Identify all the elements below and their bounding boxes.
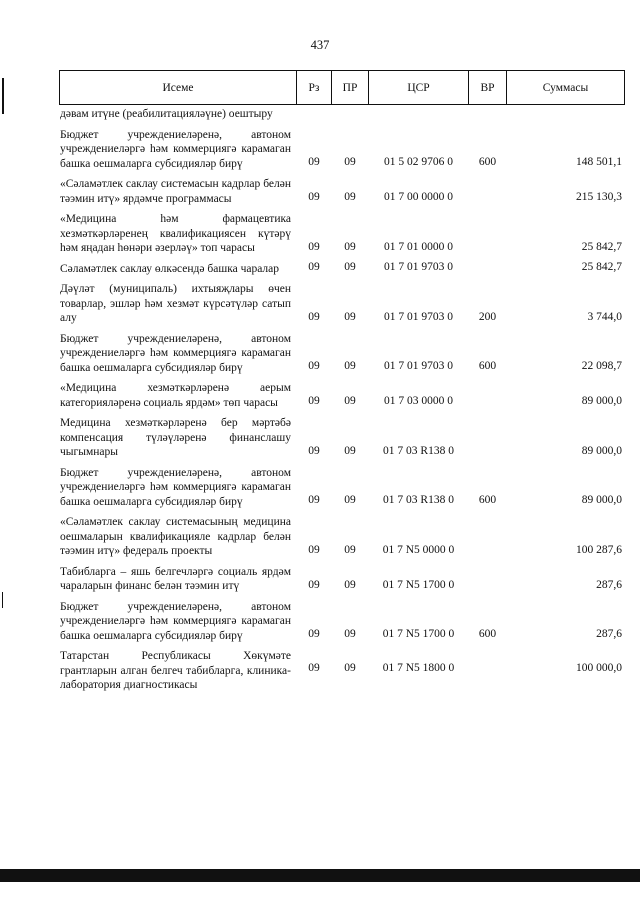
row-vr: 600 (478, 494, 497, 506)
row-pr: 09 (344, 261, 356, 273)
table-row (60, 460, 625, 510)
row-csr: 01 7 N5 0000 0 (382, 543, 455, 556)
budget-table (59, 70, 625, 693)
table-row (60, 206, 625, 256)
row-vr: 600 (478, 628, 497, 640)
row-pr (332, 105, 369, 122)
column-header-csr: ЦСР (369, 71, 469, 105)
row-name: Медицина хезмәткәрләренә бер мәртәбә компенсация түләүләренә финанслашу чыгымнары (60, 417, 291, 458)
row-pr: 09 (344, 360, 356, 372)
row-vr: 200 (478, 310, 497, 323)
table-header-row (60, 71, 625, 105)
table-row (60, 276, 625, 326)
row-name: Бюджет учреждениеләренә, автоном учреждениеләргә һәм коммерциягә карамаган башка оешмаларга субсидияләр бирү (60, 600, 291, 642)
row-sum: 287,6 (596, 578, 622, 591)
row-name: Татарстан Республикасы Хөкүмәте грантларын алган белгеч табибларга, клиника-лаборатория диагностикасы (60, 650, 291, 691)
row-csr: 01 7 N5 1700 0 (382, 628, 455, 640)
row-rz: 09 (308, 240, 320, 253)
row-name: Сәламәтлек саклау өлкәсендә башка чаралар (60, 262, 280, 275)
row-sum (507, 105, 625, 122)
row-sum: 25 842,7 (581, 261, 622, 273)
column-header-sum: Суммасы (507, 71, 625, 105)
row-name: дәвам итүне (реабилитацияләүне) оештыру (60, 108, 273, 120)
row-sum: 22 098,7 (581, 360, 622, 372)
row-pr: 09 (344, 494, 356, 506)
table-row (60, 375, 625, 410)
table-row (60, 256, 625, 277)
column-header-pr: ПР (332, 71, 369, 105)
row-pr: 09 (344, 191, 356, 203)
row-rz: 09 (308, 628, 320, 640)
row-rz: 09 (308, 191, 320, 203)
row-vr: 600 (478, 360, 497, 372)
row-rz: 09 (308, 444, 320, 457)
table-row (60, 171, 625, 206)
row-rz: 09 (308, 543, 320, 556)
row-rz: 09 (308, 310, 320, 323)
row-name: Бюджет учреждениеләренә, автоном учреждениеләргә һәм коммерциягә карамаган башка оешмаларга субсидияләр бирү (60, 128, 291, 170)
row-csr: 01 5 02 9706 0 (384, 156, 453, 168)
table-row (60, 326, 625, 376)
table-row (60, 643, 625, 693)
row-pr: 09 (344, 543, 356, 556)
row-name: «Сәламәтлек саклау системасының медицина оешмаларын квалификацияле кадрлар белән тәэмин итү» федераль проекты (60, 516, 291, 557)
row-csr: 01 7 03 0000 0 (384, 395, 453, 407)
row-rz: 09 (308, 360, 320, 372)
row-csr: 01 7 01 0000 0 (384, 240, 453, 253)
row-rz: 09 (308, 395, 320, 407)
table-row (60, 509, 625, 559)
table-row (60, 559, 625, 594)
row-rz: 09 (308, 261, 320, 273)
row-csr: 01 7 01 9703 0 (384, 310, 453, 323)
row-pr: 09 (344, 240, 356, 253)
row-sum: 89 000,0 (581, 395, 622, 407)
row-csr: 01 7 01 9703 0 (384, 360, 453, 372)
row-sum: 100 000,0 (576, 661, 622, 674)
row-sum: 3 744,0 (587, 310, 622, 323)
row-vr: 600 (478, 156, 497, 168)
row-name: «Медицина хезмәткәрләренә аерым категорияләренә социаль ярдәм» төп чарасы (60, 382, 291, 409)
row-csr: 01 7 N5 1800 0 (382, 661, 455, 674)
row-vr (469, 643, 507, 693)
table-row (60, 410, 625, 460)
row-rz: 09 (308, 578, 320, 591)
row-sum: 89 000,0 (581, 494, 622, 506)
row-sum: 25 842,7 (581, 240, 622, 253)
column-header-name: Исеме (60, 71, 297, 105)
row-rz (297, 105, 332, 122)
row-rz: 09 (308, 494, 320, 506)
row-pr: 09 (344, 444, 356, 457)
row-name: «Сәламәтлек саклау системасын кадрлар белән тәэмин итү» ярдәмче программасы (60, 178, 291, 205)
row-vr (469, 105, 507, 122)
column-header-vr: ВР (469, 71, 507, 105)
scan-margin-mark (2, 592, 3, 608)
row-csr: 01 7 03 R138 0 (383, 444, 454, 457)
scan-bottom-bar (0, 869, 640, 882)
row-sum: 148 501,1 (576, 156, 622, 168)
row-rz: 09 (308, 156, 320, 168)
row-pr: 09 (344, 578, 356, 591)
row-sum: 215 130,3 (576, 191, 622, 203)
row-pr: 09 (344, 628, 356, 640)
row-pr: 09 (344, 395, 356, 407)
scan-margin-mark (2, 78, 4, 114)
row-rz: 09 (308, 661, 320, 674)
row-name: Бюджет учреждениеләренә, автоном учреждениеләргә һәм коммерциягә карамаган башка оешмаларга субсидияләр бирү (60, 332, 291, 374)
row-sum: 100 287,6 (576, 543, 622, 556)
row-csr: 01 7 N5 1700 0 (382, 578, 455, 591)
row-name: Табибларга – яшь белгечләргә социаль ярдәм чараларын финанс белән тәэмин итү (60, 565, 291, 592)
row-name: Бюджет учреждениеләренә, автоном учреждениеләргә һәм коммерциягә карамаган башка оешмаларга субсидияләр бирү (60, 466, 291, 508)
row-csr: 01 7 01 9703 0 (384, 261, 453, 273)
row-csr: 01 7 00 0000 0 (384, 191, 453, 203)
row-csr (369, 105, 469, 122)
row-pr: 09 (344, 310, 356, 323)
page-number: 437 (310, 38, 330, 52)
row-sum: 287,6 (596, 628, 622, 640)
table-row (60, 594, 625, 644)
column-header-rz: Рз (297, 71, 332, 105)
row-sum: 89 000,0 (581, 444, 622, 457)
row-csr: 01 7 03 R138 0 (383, 494, 454, 506)
row-name: «Медицина һәм фармацевтика хезмәткәрләренең квалификациясен күтәрү һәм яңадан һөнәри әзерләү» топ чарасы (60, 213, 291, 254)
table-row (60, 105, 625, 122)
row-pr: 09 (344, 156, 356, 168)
row-name: Дәүләт (муниципаль) ихтыяҗлары өчен товарлар, эшләр һәм хезмәт күрсәтүләр сатып алу (60, 283, 291, 324)
table-row (60, 122, 625, 172)
row-pr: 09 (344, 661, 356, 674)
